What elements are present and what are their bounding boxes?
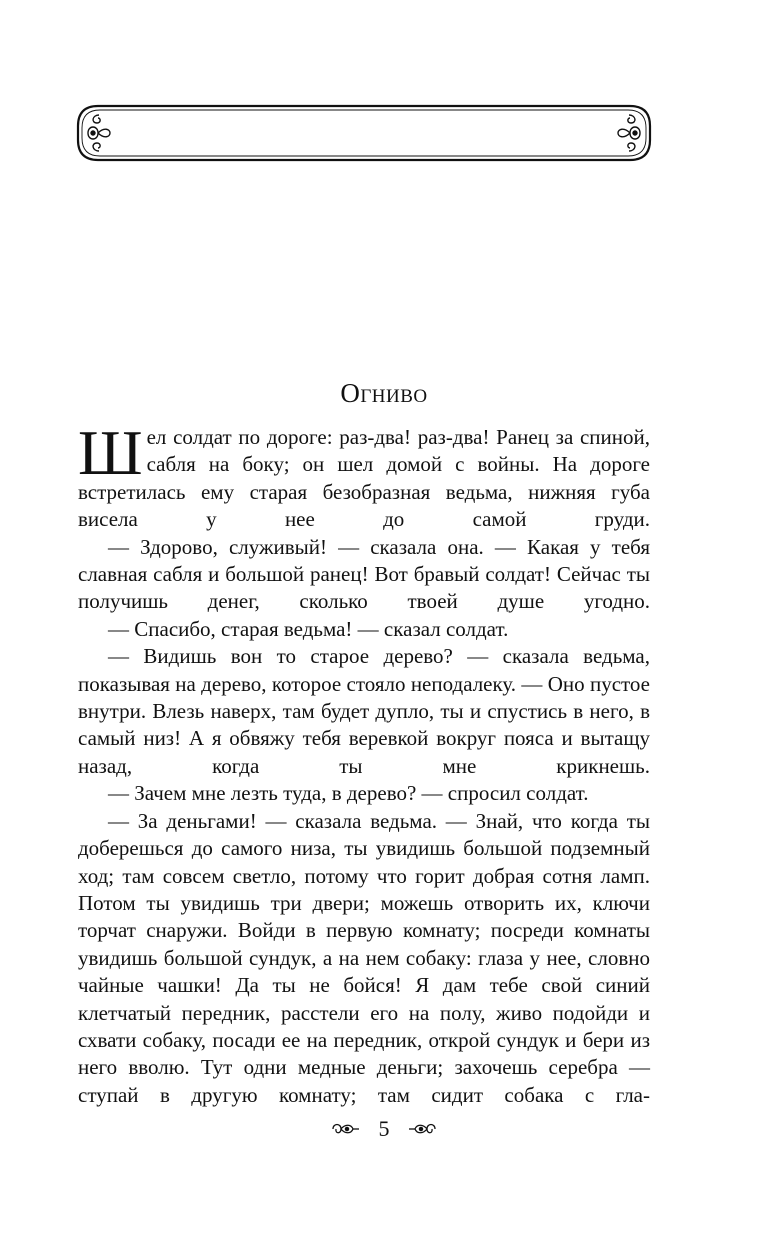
- story-title: Огниво: [340, 378, 428, 408]
- paragraph-5: — Зачем мне лезть туда, в дерево? — спросил солдат.: [108, 781, 589, 806]
- drop-cap: Ш: [78, 417, 143, 488]
- paragraph-2: — Здорово, служивый! — сказала она. — Какая у тебя славная сабля и большой ранец! Вот бравый солдат! Сейчас ты получишь денег, сколько твоей душе угодно.: [78, 534, 650, 614]
- page-footer: [0, 1114, 768, 1142]
- paragraph-text: ел солдат по дороге: раз-два! раз-два! Ранец за спиной, сабля на боку; он шел домой с войны. На дороге встретилась ему старая безобразная ведьма, нижняя губа висела у нее до самой груди.: [78, 425, 650, 532]
- swirl-ornament-icon: [82, 111, 116, 155]
- paragraph-6: — За деньгами! — сказала ведьма. — Знай, что когда ты доберешься до самого низа, ты увидишь большой подземный ход; там совсем светло, потому что горит добрая сотня ламп. Потом ты увидишь три двери; можешь отворить их, ключи торчат снаружи. Войди в первую комнату; посреди комнаты увидишь большой сундук, а на нем собаку: глаза у нее, словно чайные чашки! Да ты не бойся! Я дам тебе свой синий клетчатый передник, расстели его на полу, живо подойди и схвати собаку, посади ее на передник, открой сундук и бери из него вволю. Тут одни медные деньги; захочешь серебра — ступай в другую комнату; там сидит собака с гла-: [78, 808, 650, 1107]
- frame-border: [76, 104, 652, 162]
- page-number: 5: [378, 1115, 390, 1141]
- paragraph-4: — Видишь вон то старое дерево? — сказала ведьма, показывая на дерево, которое стояло неподалеку. — Оно пустое внутри. Влезь наверх, там будет дупло, ты и спустись в него, в самый низ! А я обвяжу тебя веревкой вокруг пояса и вытащу назад, когда ты мне крикнешь.: [78, 644, 650, 778]
- paragraph-3: — Спасибо, старая ведьма! — сказал солдат.: [108, 616, 509, 641]
- swirl-ornament-icon: [331, 1120, 361, 1138]
- paragraph-1: [78, 417, 650, 534]
- swirl-ornament-icon: [407, 1120, 437, 1138]
- story-body: [78, 417, 650, 1109]
- header-ornamental-frame: [76, 104, 652, 162]
- swirl-ornament-icon: [612, 111, 646, 155]
